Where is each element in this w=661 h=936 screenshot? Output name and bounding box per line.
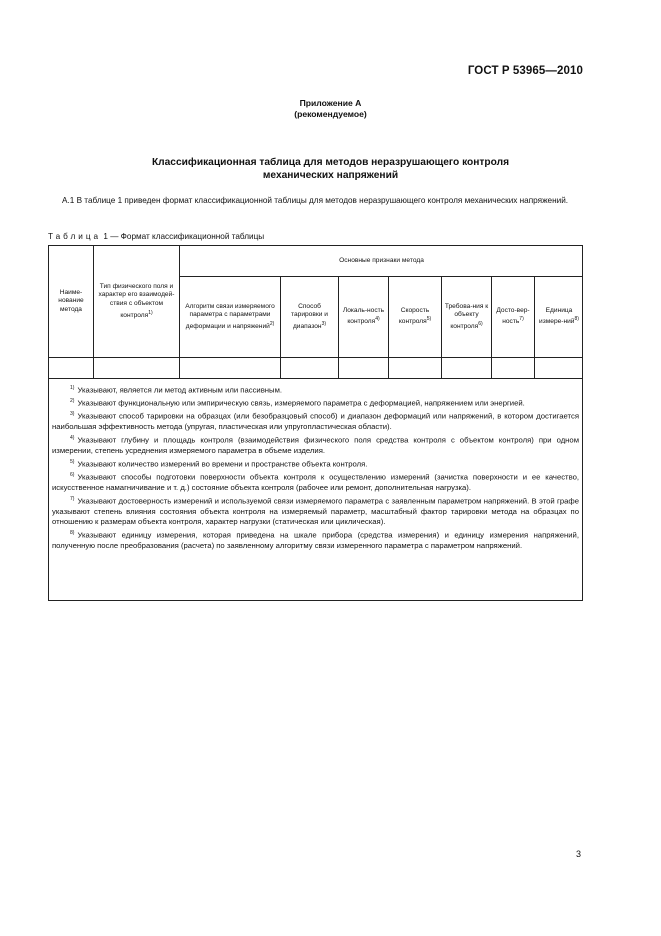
page-number: 3 <box>575 849 581 859</box>
header-reliability: Досто-вер-ность$^{7)}$ <box>496 306 530 326</box>
header-method-name: Наиме-нование метода <box>58 288 84 313</box>
table-line <box>49 378 583 379</box>
header-main-features: Основные признаки метода <box>339 256 424 264</box>
section-title-line-1: Классификационная таблица для методов неразрушающего контроля <box>151 157 510 168</box>
footnote: $^{3)}$ Указывают способ тарировки на образцах (или безобразцовый способ) и диапазон деформаций или напряжений, в котором достигается наибольшая эффективность метода (упругая, пластическая или упругопластическая области). <box>52 411 579 432</box>
footnote: $^{4)}$ Указывают глубину и площадь контроля (взаимодействия физического поля средства контроля с объектом контроля) при одном измерении, степень усреднения измеряемого параметра в объеме изделия. <box>52 435 579 456</box>
footnote: $^{7)}$ Указывают достоверность измерений и используемой связи измеряемого параметра с заявленным параметром напряжений. В этой графе указывают степень влияния состояния объекта контроля на измеряемый параметр, масштабный фактор тарировки метода на образцах по отношению к размерам объекта контроля, характер нагрузки (статическая или циклическая). <box>52 495 579 527</box>
appendix-title: Приложение А <box>299 98 362 108</box>
footnote: $^{2)}$ Указывают функциональную или эмпирическую связь, измеряемого параметра с деформацией, напряжением или энергией. <box>70 398 525 408</box>
header-calibration: Способ тарировки и диапазон$^{3)}$ <box>291 302 328 330</box>
document-code: ГОСТ Р 53965—2010 <box>467 65 583 77</box>
header-algorithm: Алгоритм связи измеряемого параметра с параметрами деформации и напряжений$^{2)}$ <box>185 302 275 330</box>
table-caption <box>48 232 264 241</box>
section-title <box>0 156 661 182</box>
table-caption-label: Таблица <box>48 232 102 241</box>
header-requirements: Требова-ния к объекту контроля$^{6)}$ <box>444 302 489 330</box>
header-unit: Единица измере-ний$^{8)}$ <box>539 306 579 326</box>
header-speed: Скорость контроля$^{5)}$ <box>398 306 432 326</box>
table-caption-text: 1 — Формат классификационной таблицы <box>103 232 265 241</box>
appendix-subtitle: (рекомендуемое) <box>294 109 367 119</box>
appendix-heading <box>0 98 661 120</box>
footnote: $^{8)}$ Указывают единицу измерения, которая приведена на шкале прибора (средства измерения) и единицу измерения напряжений, полученную после преобразования (расчета) по заявленному алгоритму связи измеренного параметра с параметром напряжений. <box>52 530 579 551</box>
header-locality: Локаль-ность контроля$^{4)}$ <box>342 306 385 326</box>
classification-table <box>48 245 583 601</box>
footnote: $^{5)}$ Указывают количество измерений во времени и пространстве объекта контроля. <box>70 458 368 469</box>
intro-paragraph: А.1 В таблице 1 приведен формат классификационной таблицы для методов неразрушающего контроля механических напряжений. <box>62 196 569 205</box>
footnote: $^{1)}$ Указывают, является ли метод активным или пассивным. <box>70 385 282 395</box>
section-title-line-2: механических напряжений <box>262 170 399 181</box>
table-line <box>49 357 583 358</box>
table-footnotes <box>52 383 579 552</box>
footnote: $^{6)}$ Указывают способы подготовки поверхности объекта контроля к осуществлению измерений (зачистка поверхности и ее качество, искусственное намагничивание и т. д.) состояние объекта контроля (рабочее или ремонт, дополнительная нагрузка). <box>52 471 579 493</box>
header-physical-field: Тип физического поля и характер его взаимодей-ствия с объектом контроля$^{1)}$ <box>98 282 175 319</box>
